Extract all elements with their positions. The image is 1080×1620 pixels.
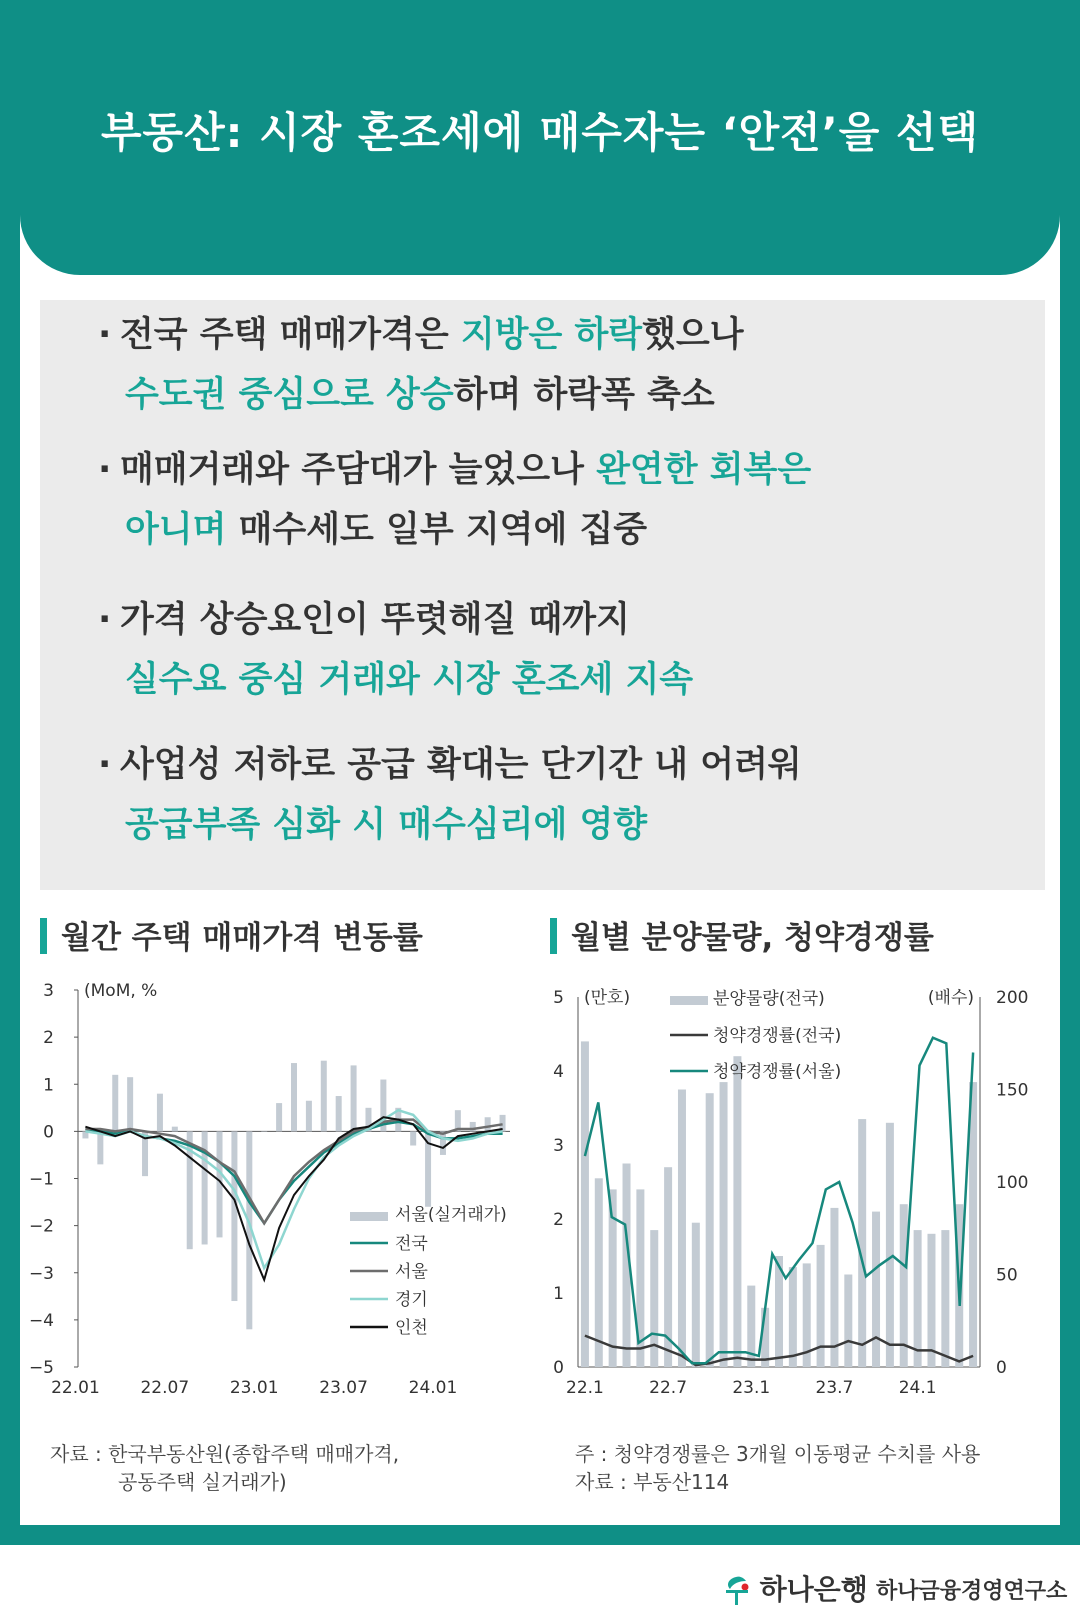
y-tick-label: −5 bbox=[28, 1358, 54, 1378]
bullet-dot: · bbox=[98, 745, 112, 785]
right-source-note bbox=[575, 1440, 980, 1496]
bar bbox=[941, 1230, 949, 1367]
bar bbox=[276, 1103, 282, 1131]
bar bbox=[733, 1056, 741, 1367]
bullet-text: 매수세도 일부 지역에 집중 bbox=[226, 510, 648, 550]
right-chart-title: 월별 분양물량, 청약경쟁률 bbox=[571, 920, 934, 956]
bar bbox=[789, 1267, 797, 1367]
bullet-text: 하며 하락폭 축소 bbox=[453, 375, 715, 415]
institute-name: 하나금융경영연구소 bbox=[876, 1579, 1068, 1604]
bullet-item bbox=[60, 735, 802, 855]
bullet-dot: · bbox=[98, 450, 112, 490]
bullet-line bbox=[60, 500, 811, 560]
title-marker bbox=[40, 918, 47, 954]
legend-swatch bbox=[670, 996, 708, 1005]
bar bbox=[261, 1131, 267, 1132]
x-tick-label: 23.01 bbox=[229, 1378, 279, 1398]
bar bbox=[914, 1230, 922, 1367]
bullet-line bbox=[60, 735, 802, 795]
note-line: 공동주택 실거래가) bbox=[118, 1470, 287, 1494]
legend-label: 서울(실거래가) bbox=[395, 1205, 507, 1225]
bar bbox=[410, 1131, 416, 1145]
title-marker bbox=[550, 918, 557, 954]
legend-label: 경기 bbox=[395, 1290, 428, 1310]
legend-label: 청약경쟁률(서울) bbox=[713, 1062, 842, 1082]
x-tick-label: 22.01 bbox=[51, 1378, 100, 1398]
bar bbox=[692, 1223, 700, 1367]
x-tick-label: 24.1 bbox=[898, 1378, 937, 1398]
bullet-highlight: 지방은 하락 bbox=[460, 315, 643, 355]
left-source-note bbox=[50, 1440, 399, 1496]
y-tick-label-left: 1 bbox=[553, 1284, 564, 1304]
header-banner bbox=[20, 150, 1060, 275]
y-tick-label-left: 0 bbox=[553, 1358, 564, 1378]
y-tick-label: 0 bbox=[43, 1122, 54, 1143]
legend-label: 분양물량(전국) bbox=[713, 989, 825, 1009]
bullet-highlight: 수도권 중심으로 상승 bbox=[125, 375, 454, 415]
bar bbox=[720, 1082, 728, 1367]
bar bbox=[172, 1127, 178, 1132]
y-tick-label: −1 bbox=[28, 1169, 54, 1190]
bullet-item bbox=[60, 590, 693, 710]
bullet-line bbox=[60, 650, 693, 710]
bank-name: 하나은행 bbox=[759, 1573, 868, 1606]
right-unit-label: (배수) bbox=[927, 988, 974, 1008]
bullet-text: 가격 상승요인이 뚜렷해질 때까지 bbox=[120, 600, 630, 640]
bar bbox=[231, 1131, 237, 1301]
y-tick-label: −4 bbox=[28, 1310, 54, 1331]
bullet-highlight: 완연한 회복은 bbox=[596, 450, 812, 490]
y-tick-label-right: 0 bbox=[996, 1358, 1007, 1378]
hana-logo-icon bbox=[718, 1571, 754, 1607]
bullet-highlight: 아니며 bbox=[125, 510, 227, 550]
y-tick-label-left: 5 bbox=[553, 988, 564, 1008]
bullet-item bbox=[60, 305, 744, 425]
bullet-line bbox=[60, 795, 802, 855]
y-tick-label: −3 bbox=[28, 1263, 54, 1284]
bar bbox=[112, 1075, 118, 1132]
bar bbox=[291, 1063, 297, 1131]
left-chart-title-row bbox=[40, 912, 423, 957]
x-tick-label: 22.7 bbox=[649, 1378, 688, 1398]
bullet-text: 전국 주택 매매가격은 bbox=[120, 315, 461, 355]
bank-logo bbox=[718, 1568, 868, 1608]
x-tick-label: 24.01 bbox=[408, 1378, 458, 1398]
bullet-dot: · bbox=[98, 600, 112, 640]
bar bbox=[844, 1275, 852, 1368]
bar bbox=[336, 1096, 342, 1131]
bar bbox=[321, 1061, 327, 1132]
note-line: 주 : 청약경쟁률은 3개월 이동평균 수치를 사용 bbox=[575, 1442, 981, 1466]
bar bbox=[678, 1090, 686, 1368]
bullet-highlight: 공급부족 심화 시 매수심리에 영향 bbox=[125, 805, 648, 845]
y-tick-label: 2 bbox=[43, 1028, 54, 1049]
right-chart-title-row bbox=[550, 912, 934, 957]
y-tick-label-right: 200 bbox=[996, 988, 1029, 1008]
bar bbox=[706, 1093, 714, 1367]
bullet-text: 매매거래와 주담대가 늘었으나 bbox=[120, 450, 597, 490]
y-tick-label-right: 150 bbox=[996, 1080, 1029, 1101]
bar bbox=[97, 1131, 103, 1164]
price-change-chart bbox=[28, 975, 540, 1415]
bullet-highlight: 실수요 중심 거래와 시장 혼조세 지속 bbox=[125, 660, 694, 700]
x-tick-label: 23.1 bbox=[732, 1378, 771, 1398]
y-tick-label: 3 bbox=[43, 981, 54, 1001]
bar bbox=[886, 1123, 894, 1367]
y-tick-label-left: 3 bbox=[553, 1136, 564, 1156]
y-tick-label: −2 bbox=[28, 1216, 54, 1237]
legend-label: 서울 bbox=[395, 1262, 428, 1282]
left-chart-title: 월간 주택 매매가격 변동률 bbox=[61, 920, 423, 956]
x-tick-label: 23.7 bbox=[815, 1378, 854, 1398]
bullet-line bbox=[60, 590, 693, 650]
supply-competition-chart bbox=[550, 975, 1050, 1415]
x-tick-label: 22.07 bbox=[140, 1378, 190, 1398]
y-tick-label-left: 2 bbox=[553, 1210, 564, 1230]
bullet-dot: · bbox=[98, 315, 112, 355]
note-line: 자료 : 부동산114 bbox=[575, 1470, 730, 1494]
bullet-line bbox=[60, 365, 744, 425]
legend-label: 전국 bbox=[395, 1234, 428, 1254]
left-unit-label: (만호) bbox=[584, 988, 631, 1008]
bar bbox=[927, 1234, 935, 1367]
y-tick-label-right: 50 bbox=[996, 1265, 1018, 1286]
bar bbox=[900, 1204, 908, 1367]
bullet-line bbox=[60, 440, 811, 500]
bar bbox=[581, 1041, 589, 1367]
legend-label: 인천 bbox=[395, 1318, 428, 1338]
bullet-text: 사업성 저하로 공급 확대는 단기간 내 어려워 bbox=[120, 745, 802, 785]
legend-label: 청약경쟁률(전국) bbox=[713, 1026, 842, 1046]
x-tick-label: 22.1 bbox=[566, 1378, 604, 1398]
y-tick-label: 1 bbox=[43, 1075, 54, 1096]
legend-swatch bbox=[350, 1212, 388, 1221]
bar bbox=[351, 1065, 357, 1131]
unit-label: (MoM, % bbox=[84, 981, 158, 1001]
bar bbox=[872, 1212, 880, 1367]
bar bbox=[485, 1117, 491, 1131]
bar bbox=[127, 1077, 133, 1131]
bullet-line bbox=[60, 305, 744, 365]
bar bbox=[157, 1094, 163, 1132]
bullet-item bbox=[60, 440, 811, 560]
y-tick-label-right: 100 bbox=[996, 1173, 1029, 1193]
y-tick-label-left: 4 bbox=[553, 1062, 564, 1082]
x-tick-label: 23.07 bbox=[319, 1378, 368, 1398]
note-line: 자료 : 한국부동산원(종합주택 매매가격, bbox=[50, 1442, 400, 1466]
bar bbox=[306, 1101, 312, 1132]
bar bbox=[830, 1208, 838, 1367]
bar bbox=[858, 1119, 866, 1367]
bullet-text: 했으나 bbox=[642, 315, 744, 355]
page-title: 부동산: 시장 혼조세에 매수자는 ‘안전’을 선택 bbox=[100, 108, 980, 157]
